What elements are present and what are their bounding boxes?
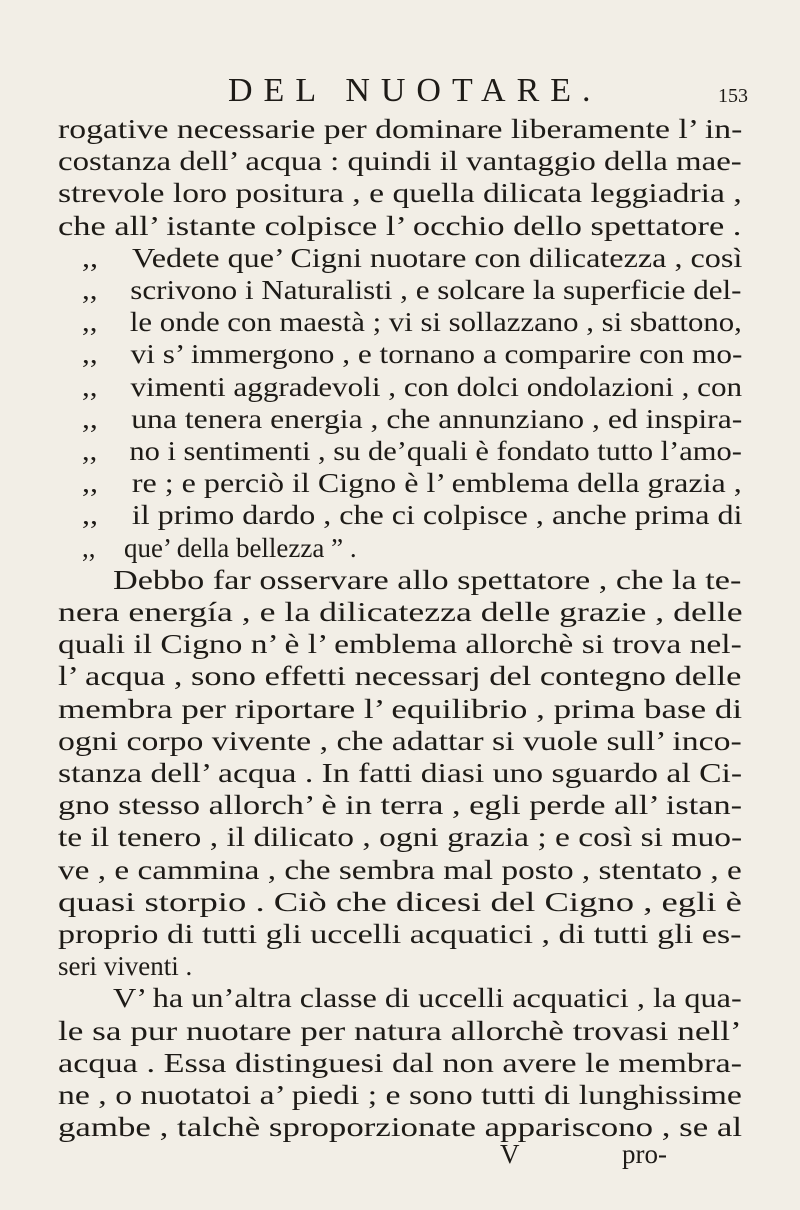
line-text: costanza dell’ acqua : quindi il vantaggio della mae- xyxy=(58,146,742,177)
line-text: proprio di tutti gli uccelli acquatici , di tutti gli es- xyxy=(58,919,742,949)
line-text: che all’ istante colpisce l’ occhio dello spettatore . xyxy=(58,210,742,241)
line-text: acqua . Essa distinguesi dal non avere le membra- xyxy=(58,1047,743,1078)
line-text: Vedete que’ Cigni nuotare con dilicatezza , così xyxy=(132,242,743,273)
line-text: re ; e perciò il Cigno è l’ emblema della grazia , xyxy=(131,468,742,499)
line-text: V’ ha un’altra classe di uccelli acquatici , la qua- xyxy=(113,983,742,1014)
line-text: l’ acqua , sono effetti necessarj del contegno delle xyxy=(58,661,742,692)
line-text: membra per riportare l’ equilibrio , prima base di xyxy=(58,693,743,724)
line-text: Debbo far osservare allo spettatore , che la te- xyxy=(113,564,742,595)
line-text: que’ della bellezza ” . xyxy=(124,532,357,563)
line-text: le sa pur nuotare per natura allorchè trovasi nell’ xyxy=(58,1015,742,1046)
line-text: le onde con maestà ; vi si sollazzano , si sbattono, xyxy=(129,307,742,338)
line-text: vi s’ immergono , e tornano a comparire con mo- xyxy=(130,339,743,370)
line-text: gno stesso allorch’ è in terra , egli perde all’ istan- xyxy=(58,790,743,821)
catchword: pro- xyxy=(622,1139,667,1169)
running-head: DEL NUOTARE. xyxy=(228,72,602,109)
line-text: strevole loro positura , e quella dilicata leggiadria , xyxy=(58,178,742,209)
line-text: vimenti aggradevoli , con dolci ondolazioni , con xyxy=(130,371,743,402)
line-text: quasi storpio . Ciò che dicesi del Cigno , egli è xyxy=(58,886,742,917)
signature-mark: V xyxy=(500,1139,520,1169)
page-number: 153 xyxy=(718,85,748,107)
quote-mark: ,, xyxy=(82,307,98,338)
line-text: scrivono i Naturalisti , e solcare la superficie del- xyxy=(130,275,742,305)
quote-mark: ,, xyxy=(82,371,98,402)
line-text: rogative necessarie per dominare liberamente l’ in- xyxy=(58,114,743,144)
line-text: seri viventi . xyxy=(58,951,193,982)
quote-mark: ,, xyxy=(82,436,98,466)
line-text: ne , o nuotatoi a’ piedi ; e sono tutti di lunghissime xyxy=(58,1080,742,1110)
quote-mark: ,, xyxy=(82,500,99,531)
line-text: una tenera energia , che annunziano , ed inspira- xyxy=(131,403,743,434)
line-text: ve , e cammina , che sembra mal posto , stentato , e xyxy=(58,854,742,885)
line-text: no i sentimenti , su de’quali è fondato tutto l’amo- xyxy=(129,436,742,466)
line-text: te il tenero , il dilicato , ogni grazia ; e così si muo- xyxy=(58,822,743,853)
quote-mark: ,, xyxy=(82,468,99,499)
line-text: gambe , talchè sproporzionate appariscono , se al xyxy=(58,1112,743,1143)
quote-mark: ,, xyxy=(82,275,98,305)
quote-mark: ,, xyxy=(82,403,98,434)
line-text: nera energía , e la dilicatezza delle grazie , delle xyxy=(58,597,743,627)
quote-mark: ,, xyxy=(82,532,96,563)
line-text: il primo dardo , che ci colpisce , anche prima di xyxy=(131,500,743,531)
line-text: quali il Cigno n’ è l’ emblema allorchè si trova nel- xyxy=(58,629,742,660)
line-text: ogni corpo vivente , che adattar si vuole sull’ inco- xyxy=(58,725,742,756)
quote-mark: ,, xyxy=(82,339,98,370)
line-text: stanza dell’ acqua . In fatti diasi uno sguardo al Ci- xyxy=(58,758,743,788)
quote-mark: ,, xyxy=(82,242,99,273)
